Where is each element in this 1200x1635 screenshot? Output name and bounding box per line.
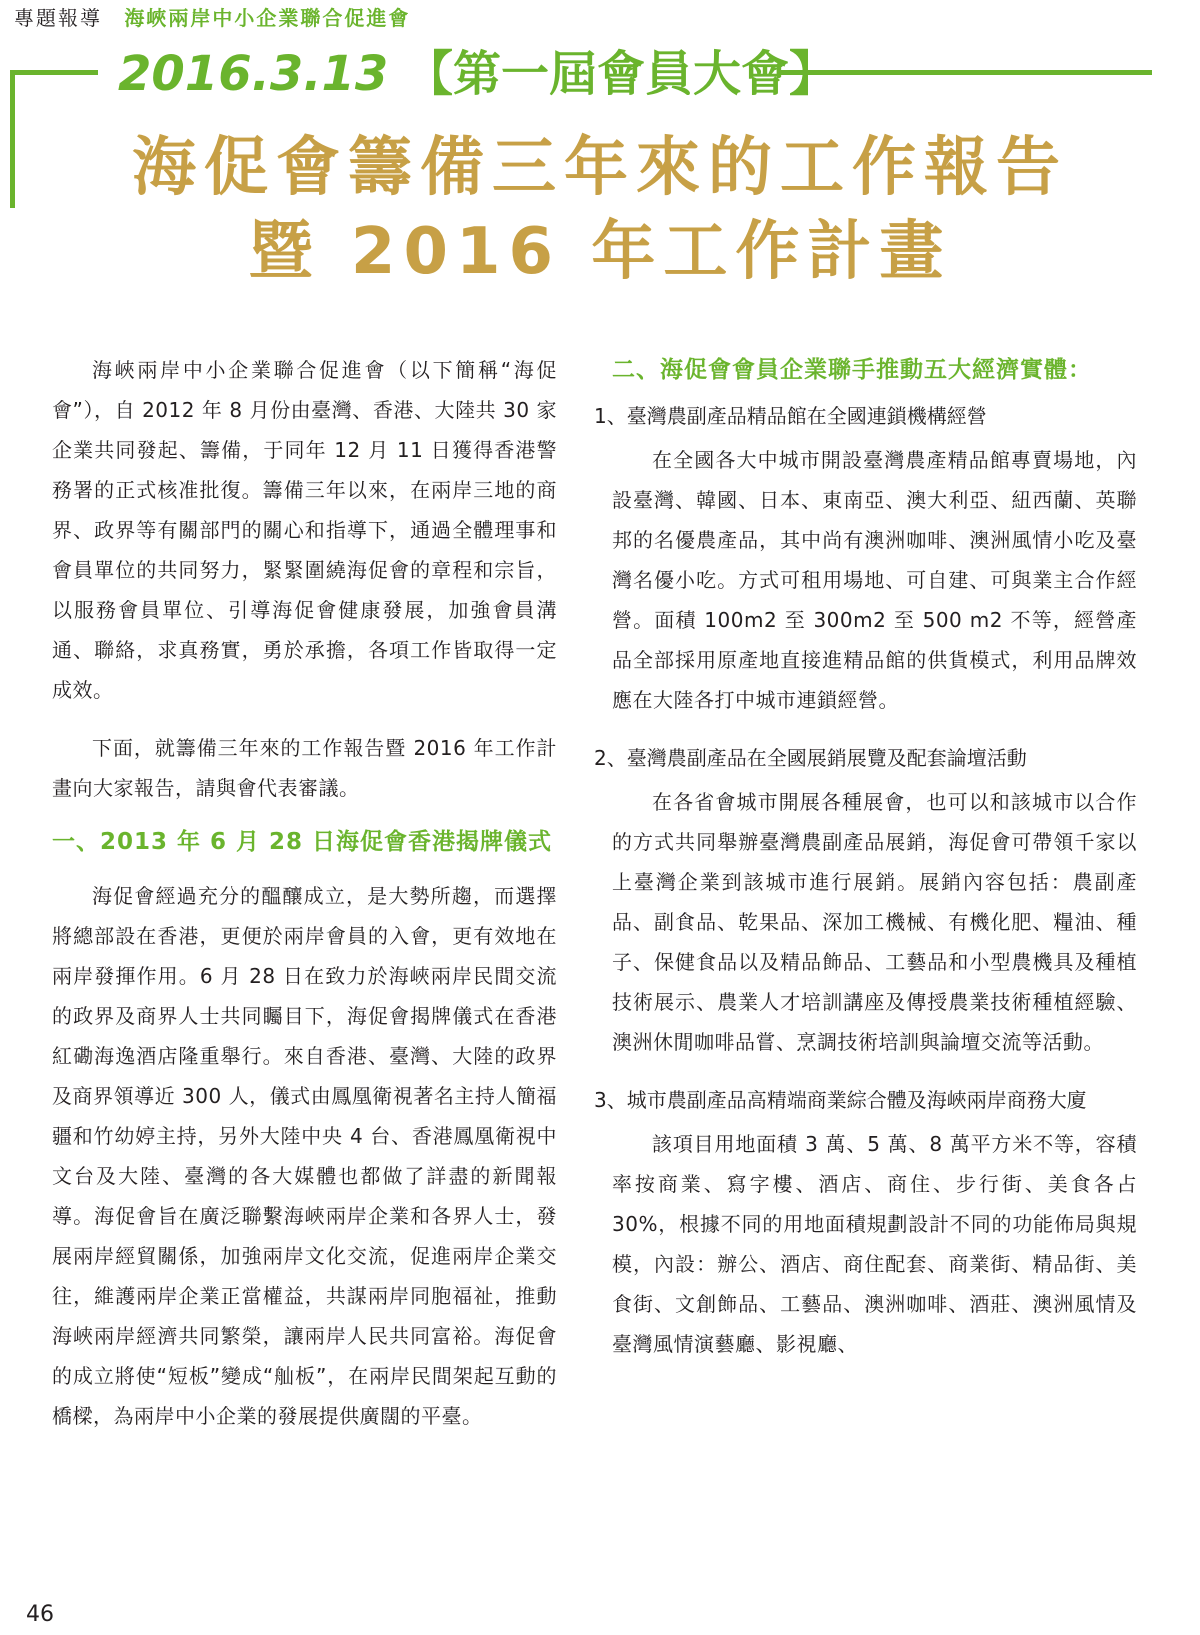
section-label: 專題報導 [14, 6, 102, 30]
item1-body: 在全國各大中城市開設臺灣農產精品館專賣場地，內設臺灣、韓國、日本、東南亞、澳大利亞、紐西蘭、英聯邦的名優農產品，其中尚有澳洲咖啡、澳洲風情小吃及臺灣名優小吃。方式可租用場地、可自建、可與業主合作經營。面積 100m2 至 300m2 至 500 m2 不等，經營產品全部採用原產地直接進精品館的供貨模式，利用品牌效應在大陸各打中城市連鎖經營。 [612, 448, 1137, 712]
left-column [52, 350, 557, 1436]
event-date: 2016.3.13 [118, 46, 389, 102]
section1-heading: 一、2013 年 6 月 28 日海促會香港揭牌儀式 [52, 829, 553, 855]
right-column [594, 350, 1137, 1364]
intro-paragraph-2: 下面，就籌備三年來的工作報告暨 2016 年工作計畫向大家報告，請與會代表審議。 [52, 736, 557, 800]
running-header [14, 4, 410, 32]
intro-paragraph: 海峽兩岸中小企業聯合促進會（以下簡稱“海促會”），自 2012 年 8 月份由臺灣、香港、大陸共 30 家企業共同發起、籌備，于同年 12 月 11 日獲得香港警務署的正式核准批復。籌備三年以來，在兩岸三地的商界、政界等有關部門的關心和指導下，通過全體理事和會員單位的共同努力，緊緊圍繞海促會的章程和宗旨，以服務會員單位、引導海促會健康發展，加強會員溝通、聯絡，求真務實，勇於承擔，各項工作皆取得一定成效。 [52, 358, 557, 702]
item3-body: 該項目用地面積 3 萬、5 萬、8 萬平方米不等，容積率按商業、寫字樓、酒店、商住、步行街、美食各占 30%，根據不同的用地面積規劃設計不同的功能佈局與規模，內設：辦公、酒店、商住配套、商業街、精品街、美食街、文創飾品、工藝品、澳洲咖啡、酒莊、澳洲風情及臺灣風情演藝廳、影視廳、 [612, 1132, 1137, 1356]
page-number: 46 [26, 1602, 54, 1627]
event-name: 【第一屆會員大會】 [404, 46, 837, 102]
event-heading [118, 44, 837, 104]
item1-title: 1、臺灣農副產品精品館在全國連鎖機構經營 [594, 404, 987, 428]
left-header-rule [10, 70, 98, 75]
section1-body: 海促會經過充分的醞釀成立，是大勢所趨，而選擇將總部設在香港，更便於兩岸會員的入會，更有效地在兩岸發揮作用。6 月 28 日在致力於海峽兩岸民間交流的政界及商界人士共同矚目下，海促會揭牌儀式在香港紅磡海逸酒店隆重舉行。來自香港、臺灣、大陸的政界及商界領導近 300 人，儀式由鳳凰衛視著名主持人簡福疆和竹幼婷主持，另外大陸中央 4 台、香港鳳凰衛視中文台及大陸、臺灣的各大媒體也都做了詳盡的新聞報導。海促會旨在廣泛聯繫海峽兩岸企業和各界人士，發展兩岸經貿關係，加強兩岸文化交流，促進兩岸企業交往，維護兩岸企業正當權益，共謀兩岸同胞福祉，推動海峽兩岸經濟共同繁榮，讓兩岸人民共同富裕。海促會的成立將使“短板”變成“舢板”，在兩岸民間架起互動的橋樑，為兩岸中小企業的發展提供廣闊的平臺。 [52, 884, 557, 1428]
organization-name: 海峽兩岸中小企業聯合促進會 [124, 6, 411, 30]
page-title-line2: 暨 2016 年工作計畫 [248, 215, 952, 289]
page-title-line1: 海促會籌備三年來的工作報告 [132, 131, 1068, 205]
item2-title: 2、臺灣農副產品在全國展銷展覽及配套論壇活動 [594, 746, 1027, 770]
item3-title: 3、城市農副產品高精端商業綜合體及海峽兩岸商務大廈 [594, 1088, 1087, 1112]
section2-heading: 二、海促會會員企業聯手推動五大經濟實體： [612, 357, 1092, 383]
item2-body: 在各省會城市開展各種展會，也可以和該城市以合作的方式共同舉辦臺灣農副產品展銷，海促會可帶領千家以上臺灣企業到該城市進行展銷。展銷內容包括：農副產品、副食品、乾果品、深加工機械、有機化肥、糧油、種子、保健食品以及精品飾品、工藝品和小型農機具及種植技術展示、農業人才培訓講座及傳授農業技術種植經驗、澳洲休閒咖啡品嘗、烹調技術培訓與論壇交流等活動。 [612, 790, 1137, 1054]
